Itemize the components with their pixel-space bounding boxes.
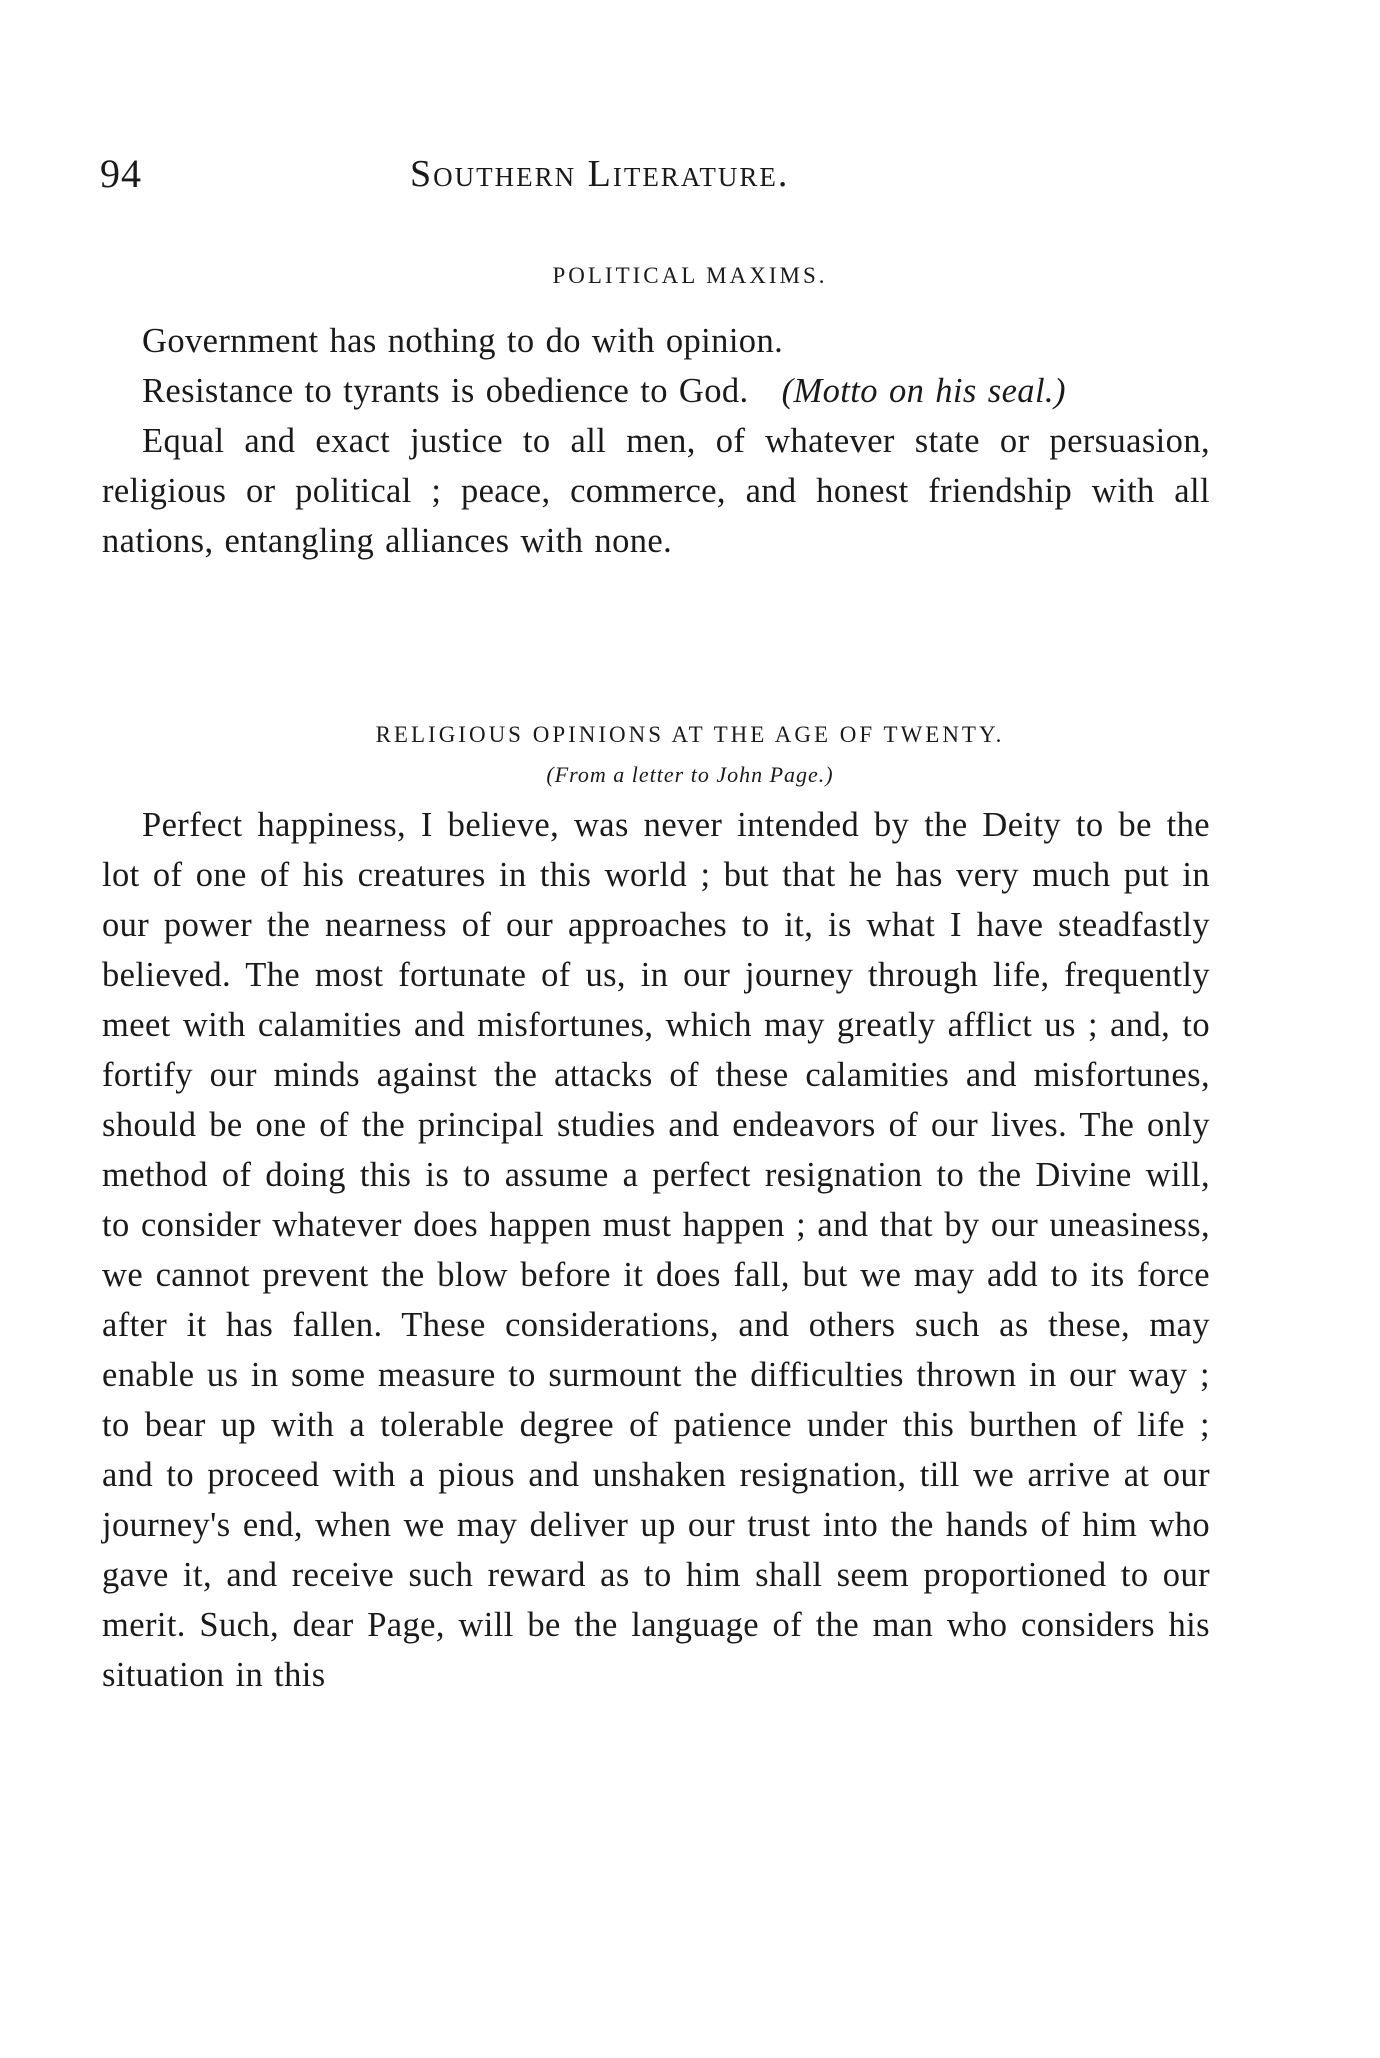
page-number: 94	[100, 151, 142, 196]
source-note: (From a letter to John Page.)	[546, 762, 834, 787]
maxim-paragraph: Equal and exact justice to all men, of whatever state or persuasion, religious or political ; peace, commerce, and honest friendship with all nations, entangling alliances with none.	[102, 422, 1210, 560]
letter-paragraph: Perfect happiness, I believe, was never intended by the Deity to be the lot of one of his creatures in this world ; but that he has very much put in our power the nearness of our approaches to it, is what I have steadfastly believed. The most fortunate of us, in our journey through life, frequently meet with calamities and misfortunes, which may greatly afflict us ; and, to fortify our minds against the attacks of these calamities and misfortunes, should be one of the principal studies and endeavors of our lives. The only method of doing this is to assume a perfect resignation to the Divine will, to consider whatever does happen must happen ; and that by our uneasiness, we cannot prevent the blow before it does fall, but we may add to its force after it has fallen. These considerations, and others such as these, may enable us in some measure to surmount the difficulties thrown in our way ; to bear up with a tolerable degree of patience under this burthen of life ; and to proceed with a pious and unshaken resignation, till we arrive at our journey's end, when we may deliver up our trust into the hands of him who gave it, and receive such reward as to him shall seem proportioned to our merit. Such, dear Page, will be the language of the man who considers his situation in this	[102, 806, 1210, 1694]
letter-text	[102, 800, 1210, 1700]
maxim-paragraph: Government has nothing to do with opinion.	[142, 322, 784, 360]
motto-note: (Motto on his seal.)	[781, 372, 1066, 410]
section-heading-political-maxims: POLITICAL MAXIMS.	[552, 263, 828, 288]
maxim-paragraph	[102, 366, 1210, 416]
section-heading-religious-opinions: RELIGIOUS OPINIONS AT THE AGE OF TWENTY.	[375, 722, 1005, 747]
political-maxims-text	[102, 316, 1210, 566]
running-title: Southern Literature.	[410, 153, 790, 195]
maxim-text: Resistance to tyrants is obedience to God.	[142, 372, 749, 410]
running-head	[100, 150, 1210, 210]
